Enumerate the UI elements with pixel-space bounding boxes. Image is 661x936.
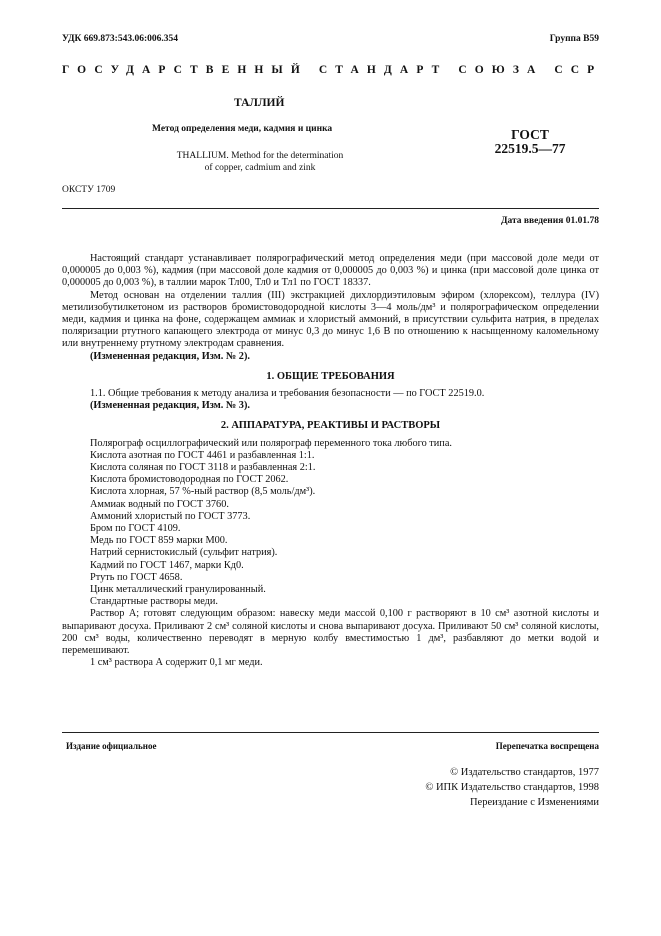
section-1-heading: 1. ОБЩИЕ ТРЕБОВАНИЯ bbox=[266, 370, 395, 382]
section-2-heading: 2. АППАРАТУРА, РЕАКТИВЫ И РАСТВОРЫ bbox=[220, 420, 441, 432]
list-item: Аммиак водный по ГОСТ 3760. bbox=[90, 498, 229, 510]
state-standard-banner: ГОСУДАРСТВЕННЫЙ СТАНДАРТ СОЮЗА ССР bbox=[62, 64, 603, 76]
list-item: Бром по ГОСТ 4109. bbox=[90, 523, 181, 535]
introduction-date bbox=[501, 216, 599, 226]
list-item: Стандартные растворы меди. bbox=[90, 596, 218, 608]
section-1-revision-note: (Измененная редакция, Изм. № 3). bbox=[90, 400, 250, 412]
list-item: Цинк металлический гранулированный. bbox=[90, 584, 266, 596]
intro-paragraph-1: Настоящий стандарт устанавливает полярографический метод определения меди (при массовой доле меди от 0,000005 до 0,003 %), кадмия (при массовой доле кадмия от 0,000005 до 0,003 %) и цинка (при массовой доле цинка от 0,000005 до 0,003 %), в таллии марок Тл00, Тл0 и Тл1 по ГОСТ 18337. bbox=[62, 253, 599, 289]
footer-divider bbox=[62, 732, 599, 733]
reagents-list bbox=[62, 438, 599, 609]
list-item: Кислота соляная по ГОСТ 3118 и разбавленная 2:1. bbox=[90, 462, 316, 474]
section-1-paragraph: 1.1. Общие требования к методу анализа и требования безопасности — по ГОСТ 22519.0. bbox=[90, 388, 485, 400]
document-subtitle: Метод определения меди, кадмия и цинка bbox=[152, 124, 333, 134]
copyright-block bbox=[425, 765, 599, 810]
gost-designation bbox=[480, 128, 580, 156]
list-item: Кислота хлорная, 57 %-ный раствор (8,5 моль/дм³). bbox=[90, 486, 316, 498]
header-divider bbox=[62, 208, 599, 209]
copyright-line-2: © ИПК Издательство стандартов, 1998 bbox=[425, 782, 599, 793]
document-title: ТАЛЛИЙ bbox=[234, 97, 285, 109]
list-item: Аммоний хлористый по ГОСТ 3773. bbox=[90, 510, 251, 522]
introduction-date-label: Дата введения bbox=[500, 216, 564, 226]
list-item: Кислота бромистоводородная по ГОСТ 2062. bbox=[90, 474, 289, 486]
english-title-line-1: THALLIUM. Method for the determination bbox=[176, 151, 344, 161]
reprint-prohibited-note: Перепечатка воспрещена bbox=[495, 741, 599, 751]
list-item: Кислота азотная по ГОСТ 4461 и разбавленная 1:1. bbox=[90, 449, 315, 461]
group-code: Группа В59 bbox=[549, 34, 599, 44]
introduction-date-value: 01.01.78 bbox=[565, 216, 599, 226]
list-item: Натрий сернистокислый (сульфит натрия). bbox=[90, 547, 278, 559]
list-item: Ртуть по ГОСТ 4658. bbox=[90, 571, 183, 583]
english-title-line-2: of copper, cadmium and zink bbox=[204, 163, 316, 173]
list-item: Медь по ГОСТ 859 марки М00. bbox=[90, 535, 228, 547]
document-body bbox=[62, 253, 599, 670]
reissue-note: Переиздание с Изменениями bbox=[469, 797, 599, 808]
english-title bbox=[130, 150, 390, 174]
intro-paragraph-2: Метод основан на отделении таллия (III) экстракцией дихлордиэтиловым эфиром (хлорексом), теллура (IV) метилизобутилкетоном из растворов бромистоводородной кислоты 3—4 моль/дм³ и полярографическом определении меди, кадмия и цинка на фоне, содержащем аммиак и хлористый аммоний, в присутствии сульфита натрия, в пределах поляризации ртутного капающего электрода от минус 0,3 до минус 1,6 В по отношению к насыщенному каломельному или внутреннему ртутному электродам сравнения. bbox=[62, 289, 599, 350]
udk-code: УДК 669.873:543.06:006.354 bbox=[62, 34, 179, 44]
okstu-code: ОКСТУ 1709 bbox=[62, 185, 116, 195]
list-item: Кадмий по ГОСТ 1467, марки Кд0. bbox=[90, 559, 244, 571]
solution-a-paragraph: Раствор А; готовят следующим образом: навеску меди массой 0,100 г растворяют в 10 см³ азотной кислоты и выпаривают досуха. Приливают 2 см³ соляной кислоты и снова выпаривают досуха. Приливают 50 см³ соляной кислоты, 200 см³ воды, количественно переводят в мерную колбу вместимостью 1 дм³, разбавляют до метки водой и перемешивают. bbox=[62, 608, 599, 657]
gost-number: 22519.5—77 bbox=[494, 141, 566, 156]
copyright-line-1: © Издательство стандартов, 1977 bbox=[450, 767, 599, 778]
list-item: Полярограф осциллографический или полярограф переменного тока любого типа. bbox=[90, 437, 452, 449]
official-edition-note: Издание официальное bbox=[66, 741, 157, 751]
solution-a-content: 1 см³ раствора А содержит 0,1 мг меди. bbox=[90, 657, 263, 669]
gost-label: ГОСТ bbox=[511, 127, 549, 142]
intro-revision-note: (Измененная редакция, Изм. № 2). bbox=[90, 350, 250, 362]
